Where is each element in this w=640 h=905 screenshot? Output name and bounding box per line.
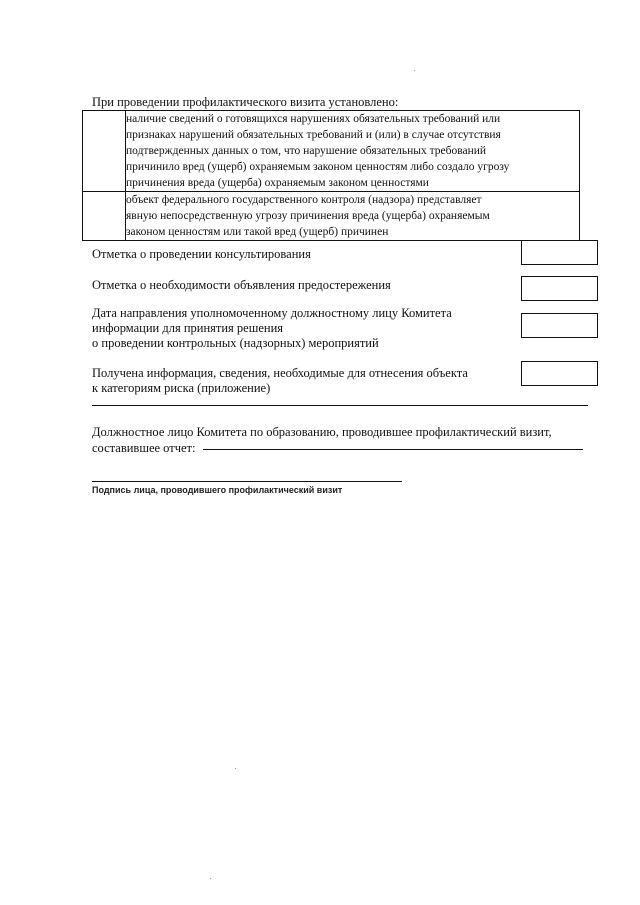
mark-label-risk-info: [92, 366, 468, 396]
finding-text-2: [126, 192, 580, 241]
text-line: к категориям риска (приложение): [92, 381, 271, 395]
scan-speck: [414, 70, 415, 71]
text-line: Дата направления уполномоченному должностному лицу Комитета: [92, 306, 452, 320]
text-line: причинило вред (ущерб) охраняемым законом ценностям либо создало угрозу: [126, 161, 510, 173]
text-line: законом ценностям или такой вред (ущерб) причинен: [126, 226, 389, 238]
table-row: [83, 192, 580, 241]
mark-box-consultation[interactable]: [521, 240, 598, 265]
signature-caption: Подпись лица, проводившего профилактический визит: [92, 485, 343, 495]
text-line: Отметка о проведении консультирования: [92, 247, 311, 261]
mark-box-risk-info[interactable]: [521, 361, 598, 386]
mark-label-referral-date: [92, 306, 452, 351]
table-row: [83, 111, 580, 192]
text-line: о проведении контрольных (надзорных) мероприятий: [92, 336, 379, 350]
findings-table: [82, 110, 580, 241]
text-line: информации для принятия решения: [92, 321, 284, 335]
intro-text: При проведении профилактического визита установлено:: [92, 95, 399, 109]
mark-box-referral-date[interactable]: [521, 313, 598, 338]
mark-label-consultation: [92, 247, 311, 262]
text-line: наличие сведений о готовящихся нарушениях обязательных требований или: [126, 113, 501, 125]
text-line: причинения вреда (ущерба) охраняемым законом ценностями: [126, 177, 429, 189]
text-line: объект федерального государственного контроля (надзора) представляет: [126, 194, 482, 206]
text-line: Должностное лицо Комитета по образованию, проводившее профилактический визит,: [92, 425, 552, 439]
finding-checkbox-2[interactable]: [83, 192, 126, 241]
mark-label-warning: [92, 278, 391, 293]
text-line: подтвержденных данных о том, что нарушение обязательных требований: [126, 145, 487, 157]
section-divider: [92, 405, 588, 406]
signature-field[interactable]: [92, 481, 402, 482]
text-line: явную непосредственную угрозу причинения вреда (ущерба) охраняемым: [126, 210, 490, 222]
text-line: Отметка о необходимости объявления предостережения: [92, 278, 391, 292]
mark-box-warning[interactable]: [521, 276, 598, 301]
scan-speck: [235, 768, 236, 769]
text-line: Получена информация, сведения, необходимые для отнесения объекта: [92, 366, 468, 380]
finding-checkbox-1[interactable]: [83, 111, 126, 192]
staff-statement: [92, 424, 584, 456]
staff-name-field[interactable]: [203, 449, 583, 450]
scan-speck: [210, 878, 211, 879]
text-line: составившее отчет:: [92, 441, 196, 455]
text-line: признаках нарушений обязательных требований и (или) в случае отсутствия: [126, 129, 501, 141]
finding-text-1: [126, 111, 580, 192]
